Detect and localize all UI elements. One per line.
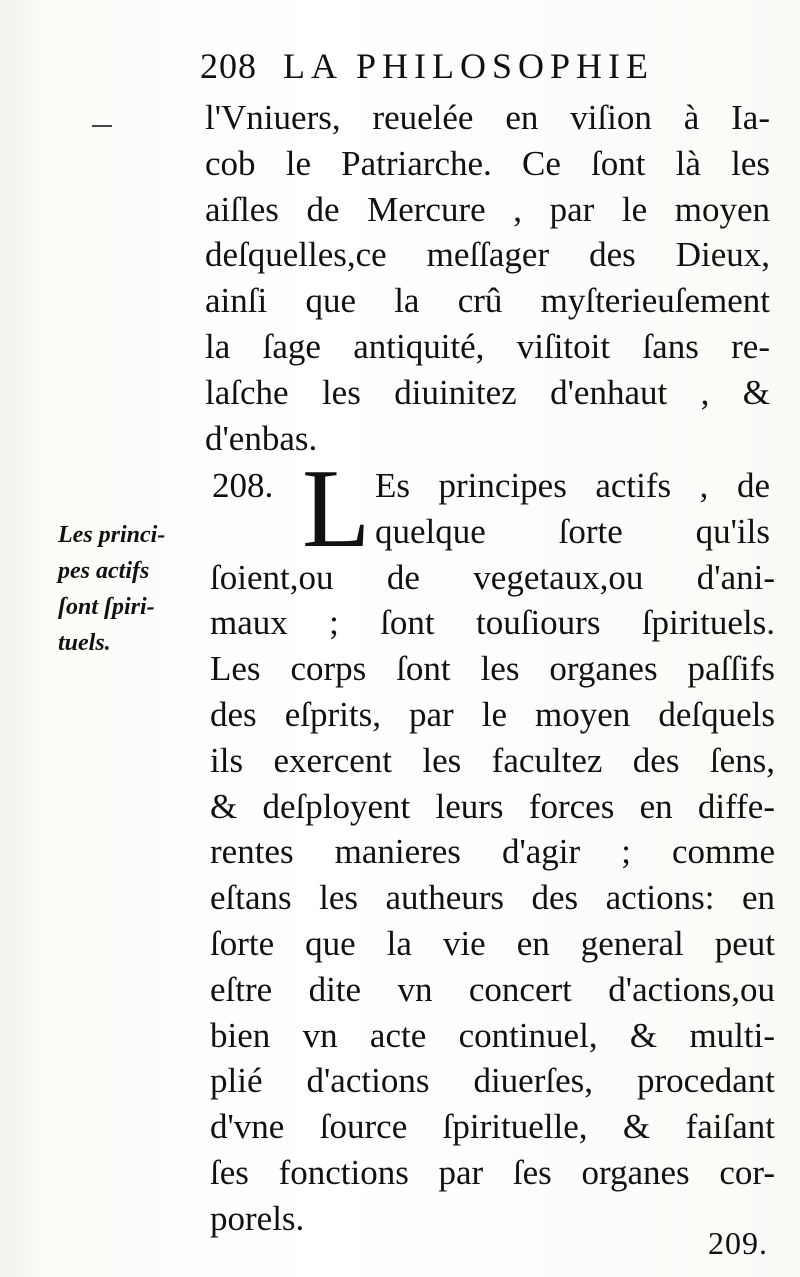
folio-number: 209.	[708, 1225, 768, 1261]
paragraph-body	[210, 555, 775, 1242]
margin-note-line: ſont ſpiri-	[58, 594, 155, 620]
text-line: porels.	[210, 1198, 305, 1238]
header-title: LA PHILOSOPHIE	[283, 46, 655, 86]
ink-mark	[92, 125, 112, 127]
text-line: des eſprits, par le moyen deſquels	[210, 694, 775, 734]
text-line: Les corps ſont les organes paſſifs	[210, 649, 775, 689]
text-line: maux ; ſont touſiours ſpirituels.	[210, 603, 775, 643]
text-line: d'vne ſource ſpirituelle, & faiſant	[210, 1107, 775, 1147]
text-line: deſquelles,ce meſſager des Dieux,	[205, 235, 770, 275]
paragraph-continuation	[205, 95, 770, 461]
text-line: eſtre dite vn concert d'actions,ou	[210, 969, 775, 1009]
text-line: ſorte que la vie en general peut	[210, 923, 775, 963]
margin-note-line: tuels.	[58, 630, 111, 656]
text-line: Es principes actifs , de	[375, 466, 770, 505]
text-line: & deſployent leurs forces en diffe-	[210, 786, 775, 826]
text-line: quelque ſorte qu'ils	[375, 511, 770, 551]
text-line: ſes fonctions par ſes organes cor-	[210, 1152, 775, 1192]
text-line: ſoient,ou de vegetaux,ou d'ani-	[210, 557, 775, 597]
text-line: laſche les diuinitez d'enhaut , &	[205, 372, 770, 412]
paragraph-opening	[375, 463, 770, 555]
text-line: l'Vniuers, reuelée en viſion à Ia-	[205, 98, 770, 137]
text-line: ainſi que la crû myſterieuſement	[205, 281, 770, 321]
margin-note-line: pes actifs	[58, 558, 150, 584]
text-line: eſtans les autheurs des actions: en	[210, 878, 775, 918]
text-line: aiſles de Mercure , par le moyen	[205, 189, 770, 229]
text-line: plié d'actions diuerſes, procedant	[210, 1061, 775, 1101]
margin-note-line: Les princi-	[58, 522, 166, 548]
running-header	[200, 42, 730, 90]
text-line: bien vn acte continuel, & multi-	[210, 1015, 775, 1055]
text-line: d'enbas.	[205, 418, 318, 458]
header-page-number: 208	[200, 46, 257, 86]
margin-note	[58, 517, 208, 661]
paragraph-number: 208.	[212, 466, 274, 505]
text-line: ils exercent les facultez des ſens,	[210, 740, 775, 780]
text-line: rentes manieres d'agir ; comme	[210, 832, 775, 872]
text-line: cob le Patriarche. Ce ſont là les	[205, 143, 770, 183]
drop-capital: L	[302, 447, 371, 571]
text-line: la ſage antiquité, viſitoit ſans re-	[205, 326, 770, 366]
